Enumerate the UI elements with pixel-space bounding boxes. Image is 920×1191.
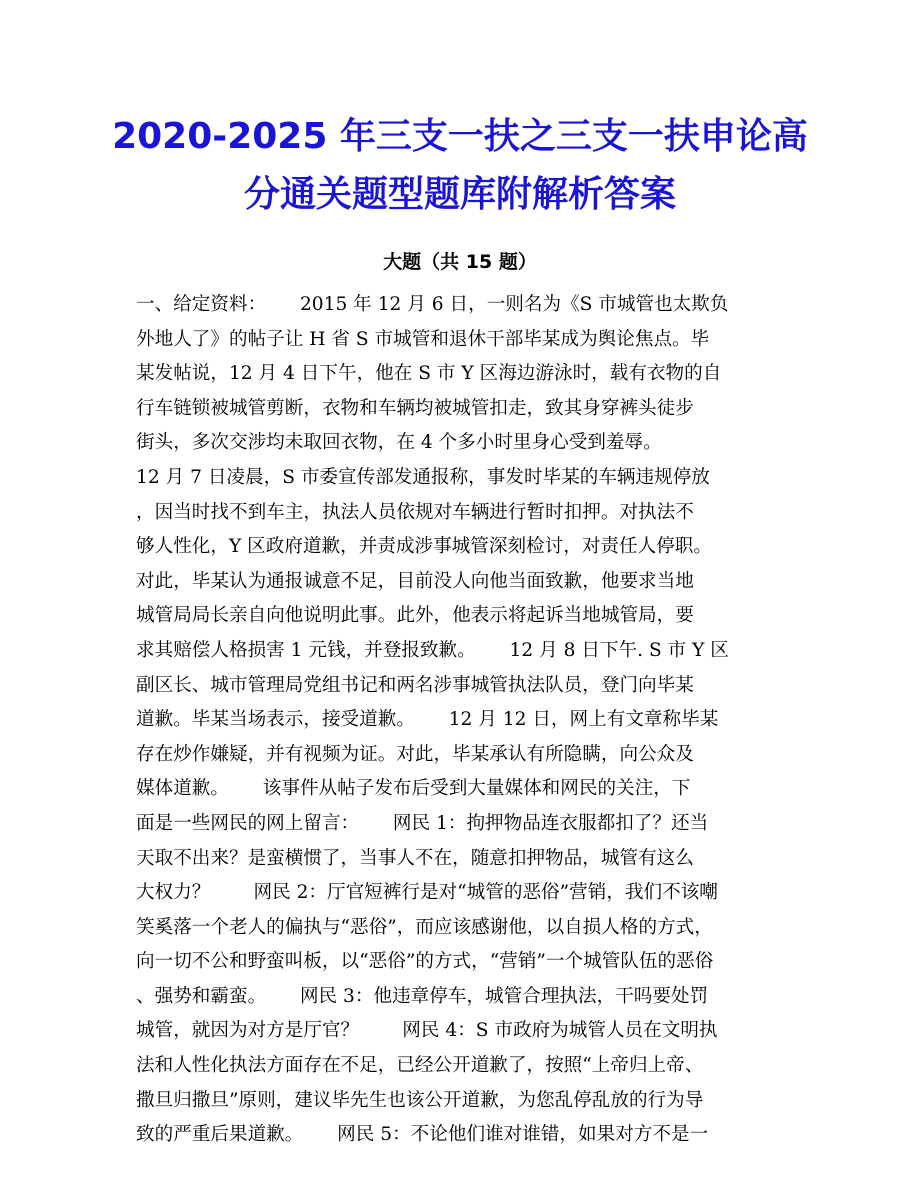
body-line: 副区长、城市管理局党组书记和两名涉事城管执法队员，登门向毕某 bbox=[136, 674, 694, 696]
body-line: 外地人了》的帖子让 H 省 S 市城管和退休干部毕某成为舆论焦点。毕 bbox=[136, 328, 710, 350]
body-line: 法和人性化执法方面存在不足，已经公开道歉了，按照“上帝归上帝、 bbox=[136, 1055, 704, 1077]
body-line: 媒体道歉。 该事件从帖子发布后受到大量媒体和网民的关注，下 bbox=[136, 778, 691, 800]
body-line: 致的严重后果道歉。 网民 5：不论他们谁对谁错，如果对方不是一 bbox=[136, 1124, 709, 1146]
body-line: 一、给定资料： 2015 年 12 月 6 日，一则名为《S 市城管也太欺负 bbox=[136, 294, 729, 315]
title-line-1: 2020-2025 年三支一扶之三支一扶申论高 bbox=[112, 116, 808, 157]
body-line: 大权力？ 网民 2：厅官短裤行是对“城管的恶俗”营销，我们不该嘲 bbox=[136, 882, 718, 904]
body-line: 向一切不公和野蛮叫板，以“恶俗”的方式，“营销”一个城管队伍的恶俗 bbox=[136, 951, 714, 973]
body-line: 撒旦归撒旦”原则，建议毕先生也该公开道歉，为您乱停乱放的行为导 bbox=[136, 1089, 704, 1111]
document-title bbox=[100, 108, 820, 224]
body-line: 城管局局长亲自向他说明此事。此外，他表示将起诉当地城管局，要 bbox=[136, 605, 694, 627]
body-line: 道歉。毕某当场表示，接受道歉。 12 月 12 日，网上有文章称毕某 bbox=[136, 709, 719, 731]
section-heading: 大题（共 15 题） bbox=[383, 251, 537, 273]
body-line: 够人性化，Y 区政府道歉，并责成涉事城管深刻检讨，对责任人停职。 bbox=[136, 536, 712, 558]
body-line: 街头，多次交涉均未取回衣物，在 4 个多小时里身心受到羞辱。 bbox=[136, 432, 662, 454]
body-line: 面是一些网民的网上留言： 网民 1：拘押物品连衣服都扣了？还当 bbox=[136, 812, 709, 834]
body-line: 存在炒作嫌疑，并有视频为证。对此，毕某承认有所隐瞒，向公众及 bbox=[136, 743, 694, 765]
title-line-2: 分通关题型题库附解析答案 bbox=[243, 174, 676, 215]
body-line: 笑奚落一个老人的偏执与“恶俗”，而应该感谢他，以自损人格的方式， bbox=[136, 916, 713, 938]
body-line: 对此，毕某认为通报诚意不足，目前没人向他当面致歉，他要求当地 bbox=[136, 570, 694, 592]
body-line: ，因当时找不到车主，执法人员依规对车辆进行暂时扣押。对执法不 bbox=[136, 501, 694, 523]
body-line: 、强势和霸蛮。 网民 3：他违章停车，城管合理执法，干吗要处罚 bbox=[136, 985, 709, 1007]
body-line: 某发帖说，12 月 4 日下午，他在 S 市 Y 区海边游泳时，载有衣物的自 bbox=[136, 363, 722, 385]
body-line: 城管，就因为对方是厅官？ 网民 4：S 市政府为城管人员在文明执 bbox=[136, 1020, 718, 1042]
body-line: 行车链锁被城管剪断，衣物和车辆均被城管扣走，致其身穿裤头徒步 bbox=[136, 397, 694, 419]
body-line: 天取不出来？是蛮横惯了，当事人不在，随意扣押物品，城管有这么 bbox=[136, 847, 694, 869]
body-text bbox=[136, 288, 796, 1153]
body-line: 求其赔偿人格损害 1 元钱，并登报致歉。 12 月 8 日下午. S 市 Y 区 bbox=[136, 639, 729, 661]
body-line: 12 月 7 日凌晨，S 市委宣传部发通报称，事发时毕某的车辆违规停放 bbox=[136, 466, 710, 488]
